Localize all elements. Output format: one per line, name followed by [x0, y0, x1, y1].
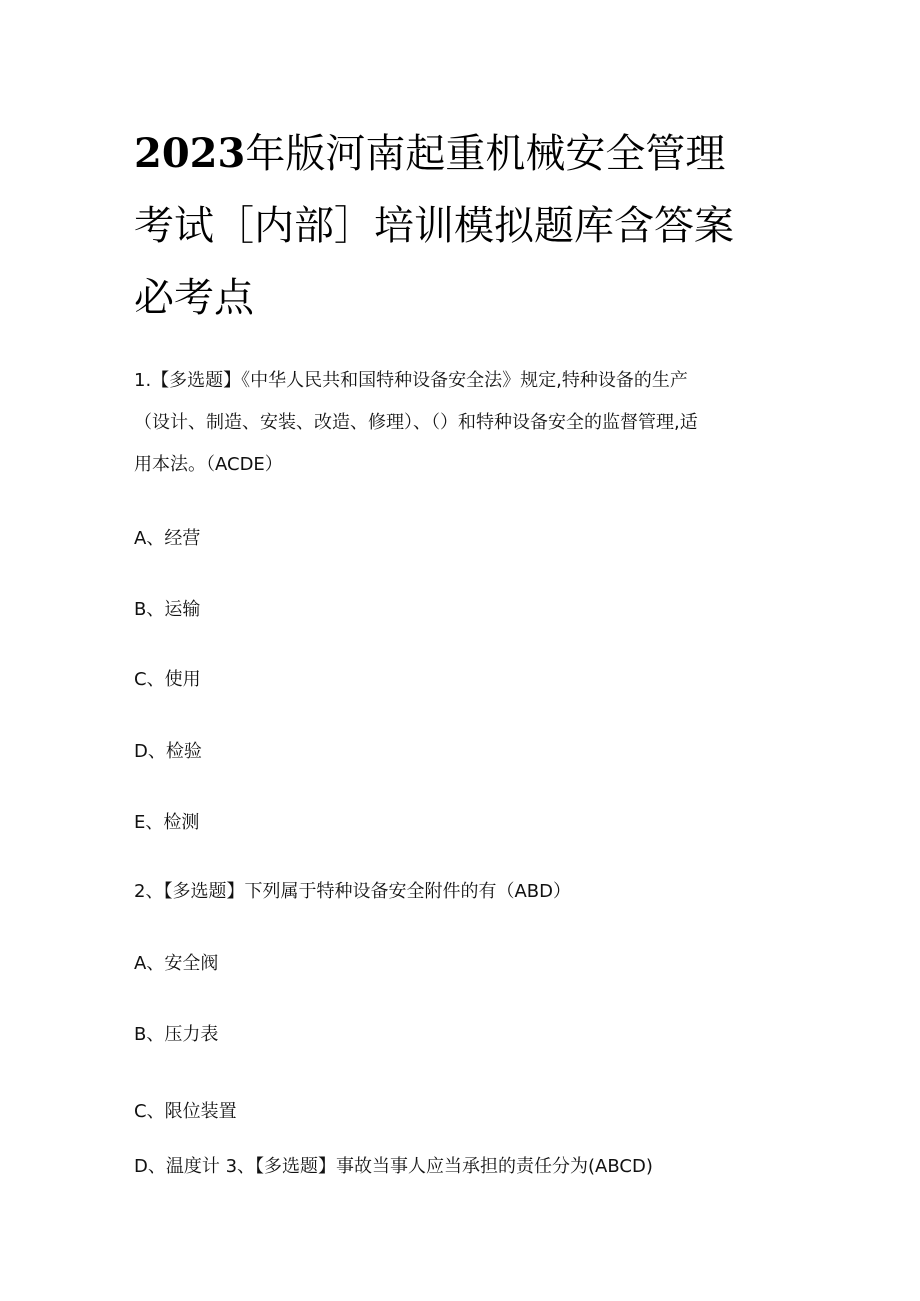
- question-2-option-d-and-question-3-stem: D、温度计 3、【多选题】事故当事人应当承担的责任分为(ABCD): [134, 1156, 653, 1177]
- question-1-stem-line: 用本法。（ACDE）: [134, 454, 283, 475]
- title-line-2: 考试［内部］培训模拟题库含答案: [134, 203, 734, 249]
- question-1-option-d: D、检验: [134, 741, 202, 762]
- question-1-stem-line: 1.【多选题】《中华人民共和国特种设备安全法》规定,特种设备的生产: [134, 370, 688, 391]
- title-year: 2023: [134, 130, 246, 177]
- document-title: [134, 118, 784, 334]
- question-2-option-a: A、安全阀: [134, 953, 219, 974]
- title-line-1: [134, 118, 784, 190]
- question-1-option-e: E、检测: [134, 812, 200, 833]
- question-2-option-c: C、限位装置: [134, 1101, 237, 1122]
- question-1-stem: [134, 360, 794, 486]
- question-1-option-a: A、经营: [134, 528, 201, 549]
- question-1-stem-line: （设计、制造、安装、改造、修理）、（）和特种设备安全的监督管理,适: [134, 412, 698, 433]
- title-line-3: 必考点: [134, 275, 254, 321]
- title-line-1-text: 年版河南起重机械安全管理: [245, 131, 726, 177]
- question-1-option-c: C、使用: [134, 669, 201, 690]
- question-1-option-b: B、运输: [134, 599, 201, 620]
- question-2-stem: 2、【多选题】下列属于特种设备安全附件的有（ABD）: [134, 881, 571, 902]
- question-2-option-b: B、压力表: [134, 1024, 219, 1045]
